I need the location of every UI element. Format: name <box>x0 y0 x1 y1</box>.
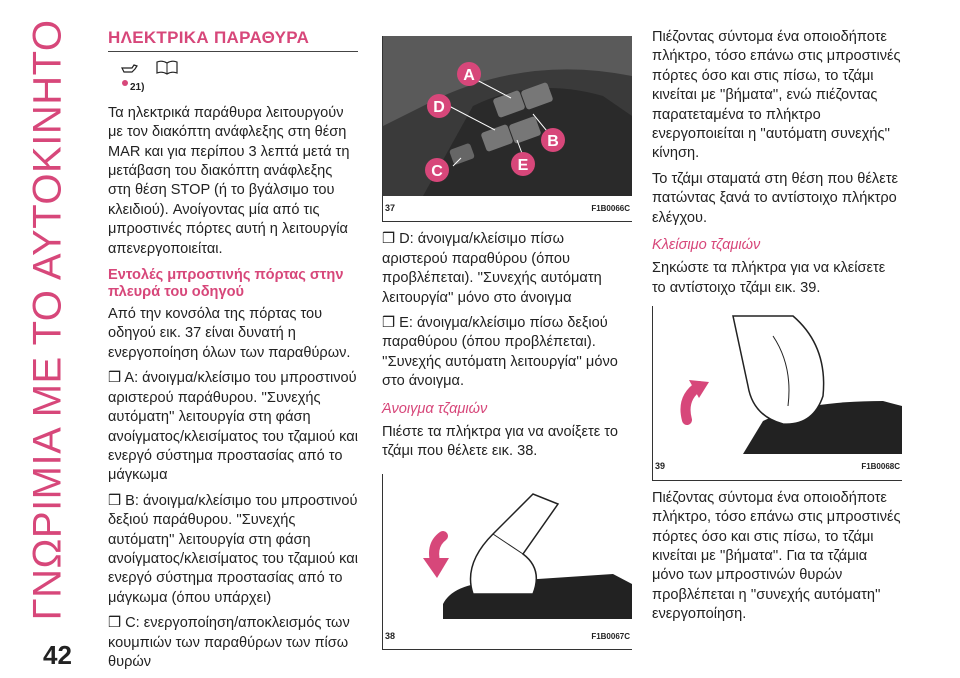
figure-37 <box>382 36 632 222</box>
subsection-open: Άνοιγμα τζαμιών <box>382 400 488 417</box>
label-a: A <box>463 67 475 84</box>
label-e: E <box>517 157 529 174</box>
figure-number: 37 <box>385 203 396 213</box>
intro-paragraph: Τα ηλεκτρικά παράθυρα λειτουργούν με τον διακόπτη ανάφλεξης στη θέση MAR και για περίπου 3 λεπτά μετά τη μετάβαση του διακόπτη ανάφλεξης στη θέση STOP (ή το βγάλσιμο του κλειδιού). Ανοίγοντας μία από τις μπροστινές πόρτες αυτή η λειτουργία απενεργοποιείται. <box>108 104 350 257</box>
figure-37-image <box>383 36 632 196</box>
side-chapter-title-text: ΓΝΩΡΙΜΙΑ ΜΕ ΤΟ ΑΥΤΟΚΙΝΗΤΟ <box>25 20 70 620</box>
figure-38-caption <box>383 624 632 649</box>
paragraph: Το τζάμι σταματά στη θέση που θέλετε πατώντας ξανά το αντίστοιχο πλήκτρο ελέγχου. <box>652 170 898 226</box>
figure-39-image <box>653 306 902 454</box>
column-2 <box>382 28 632 658</box>
finger-press-illustration <box>383 474 632 624</box>
list-item-e: ❒ E: άνοιγμα/κλείσιμο πίσω δεξιού παραθύρου (όπου προβλέπεται). ''Συνεχής αυτόματη λειτουργία'' μόνο στο άνοιγμα. <box>382 315 618 390</box>
hand-pointing-icon <box>120 58 150 76</box>
figure-39-caption <box>653 454 902 479</box>
paragraph: Πιέζοντας σύντομα ένα οποιοδήποτε πλήκτρο, τόσο επάνω στις μπροστινές πόρτες όσο και στις πίσω, το τζάμι κινείται με ''βήματα'', ενώ πιέζοντας παρατεταμένα το πλήκτρο ενεργοποιείται η ''αυτόματη συνεχής'' κίνηση. <box>652 29 901 162</box>
section-title: ΗΛΕΚΤΡΙΚΑ ΠΑΡΑΘΥΡΑ <box>108 28 358 52</box>
list-item-a: ❒ A: άνοιγμα/κλείσιμο του μπροστινού αριστερού παράθυρου. ''Συνεχής αυτόματη'' λειτουργία στη φάση ανοίγματος/κλεισίματος του τζαμιού και ενεργό σύστημα προστασίας από το μάγκωμα <box>108 370 358 484</box>
list-item-d: ❒ D: άνοιγμα/κλείσιμο πίσω αριστερού παραθύρου (όπου προβλέπεται). ''Συνεχής αυτόματη λειτουργία'' μόνο στο άνοιγμα <box>382 231 602 306</box>
warning-reference: 21) <box>130 78 358 97</box>
paragraph: Από την κονσόλα της πόρτας του οδηγού εικ. 37 είναι δυνατή η ενεργοποίηση όλων των παραθύρων. <box>108 306 351 361</box>
figure-38 <box>382 474 632 650</box>
close-paragraph: Σηκώστε τα πλήκτρα για να κλείσετε το αντίστοιχο τζάμι εικ. 39. <box>652 260 886 296</box>
list-item-c: ❒ C: ενεργοποίηση/αποκλεισμός των κουμπιών των παραθύρων των πίσω θυρών <box>108 615 350 670</box>
subsection-close: Κλείσιμο τζαμιών <box>652 237 761 254</box>
finger-lift-illustration <box>653 306 902 454</box>
label-c: C <box>431 163 443 180</box>
figure-37-caption <box>383 196 632 221</box>
subsection-front-controls: Εντολές μπροστινής πόρτας στην πλευρά του οδηγού <box>108 267 344 301</box>
side-chapter-title <box>20 20 76 620</box>
door-switch-panel-illustration <box>383 36 632 196</box>
label-d: D <box>433 99 445 116</box>
column-1 <box>108 28 358 678</box>
figure-code: F1B0067C <box>591 631 630 641</box>
page-number: 42 <box>43 640 72 670</box>
warning-icons <box>120 58 358 76</box>
paragraph: Πιέζοντας σύντομα ένα οποιοδήποτε πλήκτρο, τόσο επάνω στις μπροστινές πόρτες όσο και στις πίσω, το τζάμι κινείται με ''βήματα''. Για τα τζάμια μόνο των μπροστινών θυρών προβλέπεται η ''συνεχής αυτόματη'' ενεργοποίηση. <box>652 489 901 623</box>
figure-code: F1B0066C <box>591 204 630 213</box>
figure-code: F1B0068C <box>861 462 900 472</box>
list-item-b: ❒ B: άνοιγμα/κλείσιμο του μπροστινού δεξιού παράθυρου. ''Συνεχής αυτόματη'' λειτουργία στη φάση ανοίγματος/κλεισίματος του τζαμιού και ενεργό σύστημα προστασίας από το μάγκωμα (όπου υπάρχει) <box>108 492 358 606</box>
figure-39 <box>652 306 902 480</box>
column-3 <box>652 28 902 631</box>
book-icon <box>154 58 180 76</box>
label-b: B <box>547 133 559 150</box>
open-paragraph: Πιέστε τα πλήκτρα για να ανοίξετε το τζάμι που θέλετε εικ. 38. <box>382 424 618 460</box>
figure-number: 38 <box>385 630 396 641</box>
figure-38-image <box>383 474 632 624</box>
figure-number: 39 <box>655 461 666 472</box>
